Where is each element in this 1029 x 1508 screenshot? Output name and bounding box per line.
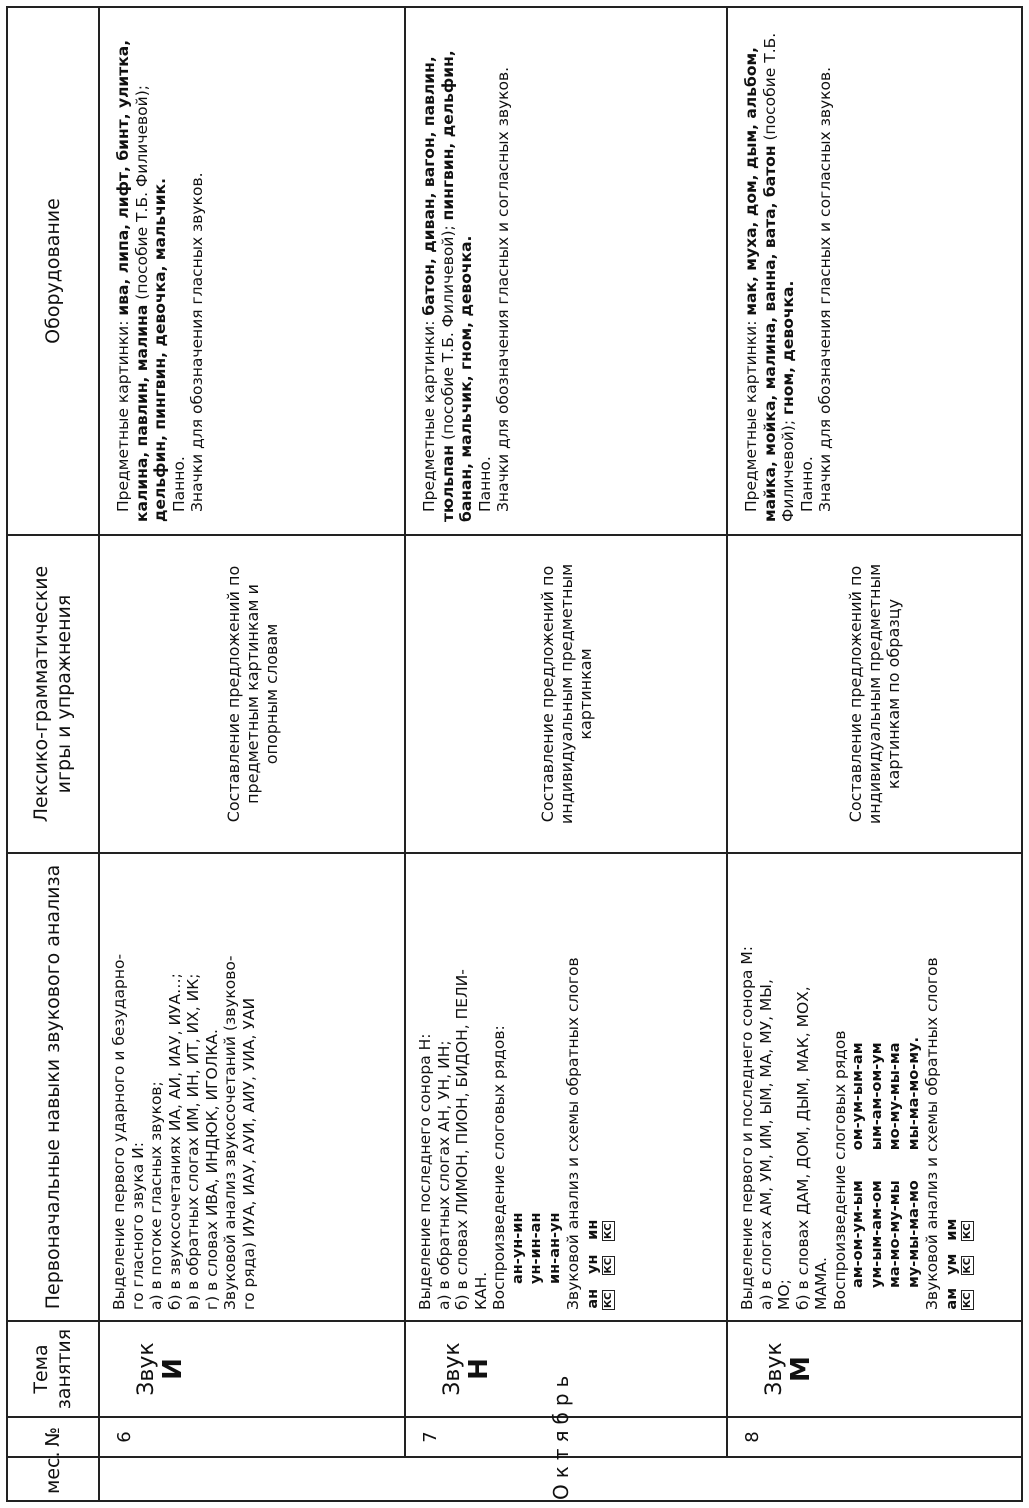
pictures-note: (пособие Т.Б. Филичевой);	[760, 32, 797, 522]
pictures-list-2: гном, девочка.	[779, 280, 797, 415]
syllable-schema	[585, 862, 615, 1310]
syllable-row: ин-ан-ун	[546, 1212, 563, 1284]
theme-letter: И	[158, 1358, 188, 1380]
row-theme	[727, 1321, 1022, 1417]
panel-text: Панно.	[169, 456, 188, 512]
analysis-cell	[727, 853, 1022, 1321]
header-lexical: Лексико-грамматические игры и упражнения	[7, 535, 99, 853]
analysis-line: а) в слогах АМ, УМ, ИМ, ЫМ, МА, МУ, МЫ,	[756, 979, 775, 1310]
schema-title: Звуковой анализ и схемы обратных слогов	[923, 957, 941, 1310]
analysis-line: Выделение последнего сонора Н:	[416, 1033, 434, 1310]
schema-syllable: ам	[943, 1287, 960, 1310]
analysis-cell	[405, 853, 727, 1321]
analysis-line: г) в словах ИВА, ИНДЮК, ИГОЛКА.	[202, 1029, 221, 1310]
pictures-list: мак, муха, дом, дым, альбом, майка, мойка, малина, ванна, вата, батон	[742, 46, 779, 522]
equipment-cell	[99, 7, 405, 535]
pictures-label: Предметные картинки:	[742, 320, 760, 512]
table-row	[727, 7, 1022, 1501]
lexical-cell: Составление предложений по индивидуальным предметным картинкам	[405, 535, 727, 853]
header-month: мес.	[7, 1457, 99, 1501]
syllable-rows	[509, 862, 565, 1310]
pictures-label: Предметные картинки:	[420, 320, 438, 512]
schema-syllable: им	[943, 1218, 960, 1241]
analysis-line: го ряда) ИУА, ИАУ, АУИ, АИУ, УИА, УАИ	[239, 997, 258, 1310]
header-theme: Тема занятия	[7, 1321, 99, 1417]
schema-syllable: ун	[584, 1254, 601, 1274]
theme-letter: Н	[464, 1358, 494, 1380]
table-row	[405, 7, 727, 1501]
syllable-row: ым-ам-ом-ум	[868, 1042, 885, 1151]
syllable-grid	[849, 862, 923, 1310]
lesson-plan-table	[6, 6, 1023, 1502]
schema-box: КС	[961, 1257, 973, 1274]
lexical-cell: Составление предложений по индивидуальным предметным картинкам по образцу	[727, 535, 1022, 853]
analysis-line: МО;	[775, 1279, 793, 1310]
pictures-note: (пособие Т.Б. Филичевой);	[438, 225, 457, 440]
analysis-cell	[99, 853, 405, 1321]
header-equipment: Оборудование	[7, 7, 99, 535]
theme-word: Звук	[440, 1342, 465, 1396]
signs-text: Значки для обозначения гласных и согласных звуков.	[816, 66, 834, 512]
row-theme	[99, 1321, 405, 1417]
analysis-line: Выделение первого ударного и безударно-	[110, 953, 128, 1310]
syllable-row: ун-ин-ан	[528, 1212, 544, 1284]
syllable-row: ма-мо-му-мы	[887, 1180, 903, 1288]
theme-word: Звук	[134, 1342, 159, 1396]
month-cell: Октябрь	[99, 1457, 1022, 1501]
pictures-list-2: дельфин, пингвин, девочка, мальчик.	[151, 177, 169, 522]
pictures-label: Предметные картинки:	[114, 320, 132, 512]
schema-box: КС	[961, 1223, 973, 1239]
syllable-row: ам-ом-ум-ым	[850, 1180, 866, 1288]
panel-text: Панно.	[475, 456, 494, 512]
syllable-row: мы-ма-мо-му.	[905, 1036, 922, 1151]
pictures-list-2: пингвин, дельфин, банан, мальчик, гном, девочка.	[438, 50, 475, 522]
pictures-list: ива, липа, лифт, бинт, улитка, калина, павлин, малина	[114, 39, 151, 522]
syllable-row: му-мы-ма-мо	[905, 1180, 922, 1288]
signs-text: Значки для обозначения гласных и согласных звуков.	[494, 66, 512, 512]
syllable-schema	[944, 862, 974, 1310]
syllable-row: ан-ун-ин	[509, 1212, 526, 1284]
schema-box: КС	[602, 1257, 614, 1274]
analysis-line: а) в потоке гласных звуков;	[147, 1081, 165, 1310]
lexical-cell: Составление предложений по предметным картинкам и опорным словам	[99, 535, 405, 853]
schema-syllable: ум	[943, 1253, 960, 1275]
syllable-row: мо-му-мы-ма	[887, 1042, 903, 1151]
syllable-row: ом-ум-ым-ам	[850, 1042, 866, 1151]
analysis-line: Воспроизведение слоговых рядов	[830, 1030, 849, 1310]
row-number: 6	[99, 1417, 405, 1457]
analysis-line: а) в обратных слогах АН, УН, ИН;	[434, 1040, 453, 1310]
schema-box: КС	[961, 1292, 973, 1308]
theme-letter: М	[786, 1356, 816, 1382]
signs-text: Значки для обозначения гласных звуков.	[188, 172, 206, 512]
equipment-cell	[727, 7, 1022, 535]
analysis-line: го гласного звука И:	[128, 1142, 147, 1310]
analysis-line: б) в словах ЛИМОН, ПИОН, БИДОН, ПЕЛИ-	[453, 969, 471, 1310]
analysis-line: Звуковой анализ звукосочетаний (звуково-	[221, 955, 239, 1310]
analysis-line: в) в обратных слогах ИМ, ИН, ИТ, ИХ, ИК;	[184, 973, 202, 1310]
header-row	[7, 7, 99, 1501]
row-number: 8	[727, 1417, 1022, 1457]
schema-box: КС	[602, 1223, 614, 1239]
schema-title: Звуковой анализ и схемы обратных слогов	[564, 957, 582, 1310]
header-analysis: Первоначальные навыки звукового анализа	[7, 853, 99, 1321]
schema-box: КС	[602, 1292, 614, 1308]
analysis-line: б) в звукосочетаниях ИА, АИ, ИАУ, ИУА…;	[165, 973, 184, 1310]
row-number: 7	[405, 1417, 727, 1457]
pictures-note: (пособие Т.Б. Филичевой);	[132, 85, 151, 300]
analysis-line: КАН.	[471, 1271, 490, 1310]
syllable-row: ум-ым-ам-ом	[868, 1180, 885, 1288]
equipment-cell	[405, 7, 727, 535]
analysis-line: МАМА.	[812, 1257, 830, 1310]
schema-syllable: ан	[584, 1288, 601, 1309]
analysis-line: Воспроизведение слоговых рядов:	[490, 1025, 508, 1310]
schema-syllable: ин	[584, 1219, 601, 1240]
panel-text: Панно.	[797, 456, 816, 512]
analysis-line: Выделение первого и последнего сонора М:	[738, 946, 756, 1310]
analysis-line: б) в словах ДАМ, ДОМ, ДЫМ, МАК, МОХ,	[793, 986, 812, 1310]
table-row	[99, 7, 405, 1501]
theme-word: Звук	[762, 1342, 787, 1396]
pictures-list: батон, диван, вагон, павлин, тюльпан	[420, 56, 457, 522]
header-num: №	[7, 1417, 99, 1457]
